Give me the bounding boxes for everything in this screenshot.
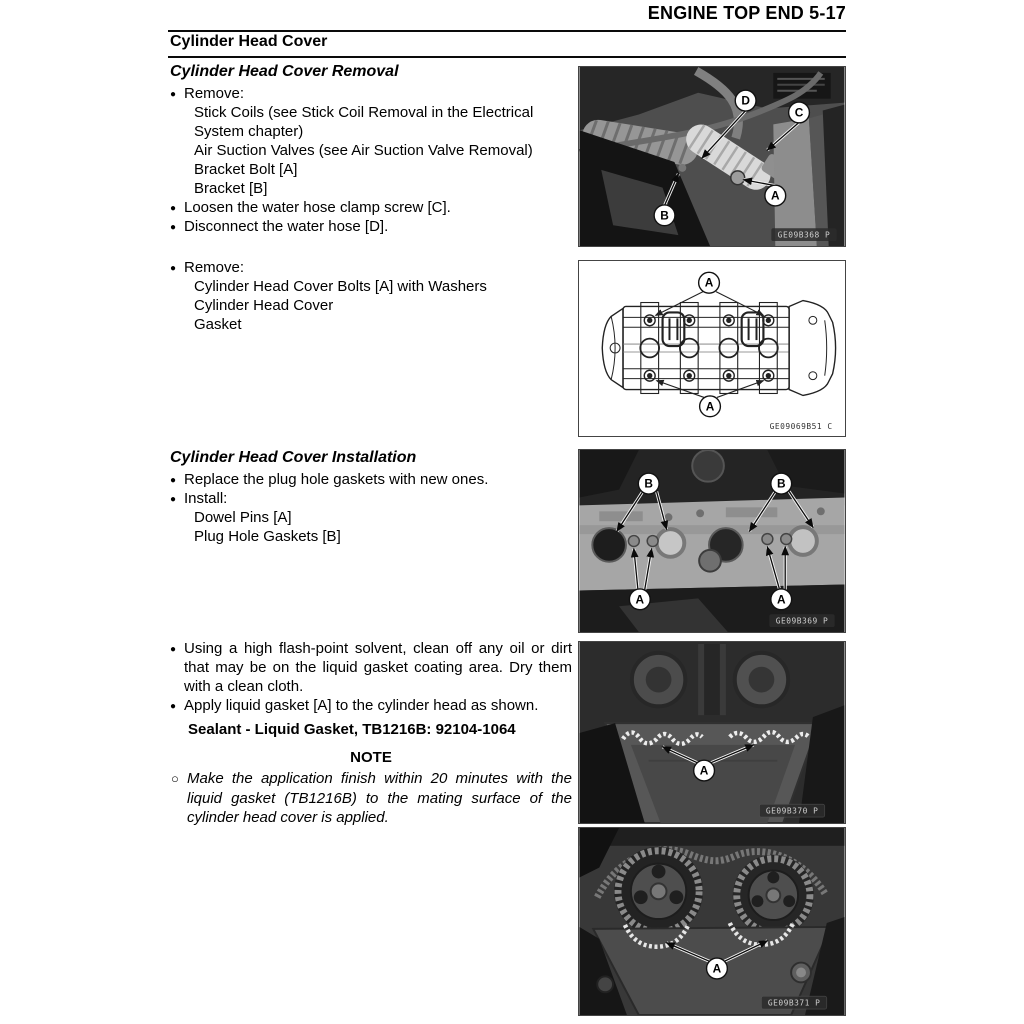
svg-text:A: A: [705, 399, 715, 414]
svg-text:A: A: [635, 592, 645, 607]
callout-a-bottom-badge: [700, 396, 721, 417]
callout-a-top-badge: [699, 272, 720, 293]
svg-text:A: A: [712, 961, 722, 976]
svg-text:B: B: [776, 476, 786, 491]
installation-clean-bullet: ● Using a high flash-point solvent, clean off any oil or dirt that may be on the liquid gasket coating area. Dry them with a clean cloth.: [170, 639, 572, 696]
figure3-canvas: [579, 450, 845, 632]
figure-cam-sprocket-photo: [578, 827, 846, 1016]
removal-item-air-suction-valves: Air Suction Valves (see Air Suction Valve Removal): [194, 142, 533, 159]
figure1-canvas: [579, 67, 845, 246]
svg-text:GE09B370 P: GE09B370 P: [765, 806, 819, 816]
note-title: NOTE: [350, 749, 392, 766]
callout-b2-badge: [771, 473, 792, 494]
callout-b1-badge: [638, 473, 659, 494]
figure2-code-label: GE09069B51 C: [769, 422, 833, 432]
installation-section: [170, 449, 572, 546]
note-text: ○ Make the application finish within 20 minutes with the liquid gasket (TB1216B) to the mating surface of the cylinder head cover is applied.: [170, 769, 572, 828]
svg-text:A: A: [704, 275, 714, 290]
svg-text:GE09B368 P: GE09B368 P: [777, 230, 831, 240]
removal-section: [170, 63, 572, 236]
installation-item-dowel-pins: Dowel Pins [A]: [194, 509, 292, 526]
figure2-canvas: [579, 261, 845, 436]
svg-text:B: B: [660, 208, 669, 223]
svg-text:D: D: [741, 93, 750, 108]
removal-remove2-bullet: ● Remove:: [170, 258, 572, 277]
removal-item-cover-bolts: Cylinder Head Cover Bolts [A] with Washers: [194, 278, 487, 295]
svg-text:A: A: [771, 188, 780, 203]
installation-apply-bullet: ● Apply liquid gasket [A] to the cylinder head as shown.: [170, 696, 572, 715]
removal-item-bracket-bolt: Bracket Bolt [A]: [194, 161, 298, 178]
callout-a2-badge: [771, 589, 792, 610]
callout-d-badge: [735, 90, 756, 111]
svg-text:A: A: [699, 763, 709, 778]
sealant-spec-line: Sealant - Liquid Gasket, TB1216B: 92104-1064: [188, 721, 516, 738]
svg-text:GE09B371 P: GE09B371 P: [767, 998, 821, 1008]
removal-item-cover: Cylinder Head Cover: [194, 297, 334, 314]
figure3-code-label: [769, 614, 834, 627]
section-rule: [168, 56, 846, 58]
figure4-canvas: [579, 642, 845, 823]
installation-install-bullet: ● Install:: [170, 489, 572, 508]
callout-c-badge: [789, 102, 810, 123]
svg-text:C: C: [794, 105, 804, 120]
installation-section-2: [170, 639, 572, 828]
figure-dowel-gasket-photo: [578, 449, 846, 633]
callout-b-badge: [654, 205, 675, 226]
callout-a-badge: [694, 760, 715, 781]
removal-item-stick-coils: Stick Coils (see Stick Coil Removal in the Electrical System chapter): [194, 104, 534, 140]
figure5-canvas: [579, 828, 845, 1015]
removal-item-bracket: Bracket [B]: [194, 180, 268, 197]
callout-a-badge: [707, 958, 728, 979]
figure1-code-label: [771, 228, 836, 241]
removal-remove-bullet: ● Remove:: [170, 84, 572, 103]
installation-item-plug-hole-gaskets: Plug Hole Gaskets [B]: [194, 528, 341, 545]
section-title: Cylinder Head Cover: [170, 33, 328, 50]
callout-a1-badge: [629, 589, 650, 610]
callout-a-badge: [765, 185, 786, 206]
installation-heading: Cylinder Head Cover Installation: [170, 449, 417, 466]
page-header-label: ENGINE TOP END 5-17: [647, 3, 846, 23]
svg-text:A: A: [776, 592, 786, 607]
header-rule: [168, 30, 846, 32]
figure4-code-label: [759, 804, 824, 817]
figure5-code-label: [761, 996, 826, 1009]
figure-cover-bolt-diagram: [578, 260, 846, 437]
figure-liquid-gasket-photo: [578, 641, 846, 824]
removal-section-2: [170, 258, 572, 334]
removal-heading: Cylinder Head Cover Removal: [170, 63, 399, 80]
svg-text:GE09B369 P: GE09B369 P: [775, 616, 829, 626]
svg-text:B: B: [644, 476, 653, 491]
removal-item-gasket: Gasket: [194, 316, 242, 333]
installation-replace-bullet: ● Replace the plug hole gaskets with new ones.: [170, 470, 572, 489]
removal-disconnect-bullet: ● Disconnect the water hose [D].: [170, 217, 572, 236]
removal-loosen-bullet: ● Loosen the water hose clamp screw [C].: [170, 198, 572, 217]
head-photo-art: [579, 450, 844, 632]
figure-hose-bracket-photo: [578, 66, 846, 247]
